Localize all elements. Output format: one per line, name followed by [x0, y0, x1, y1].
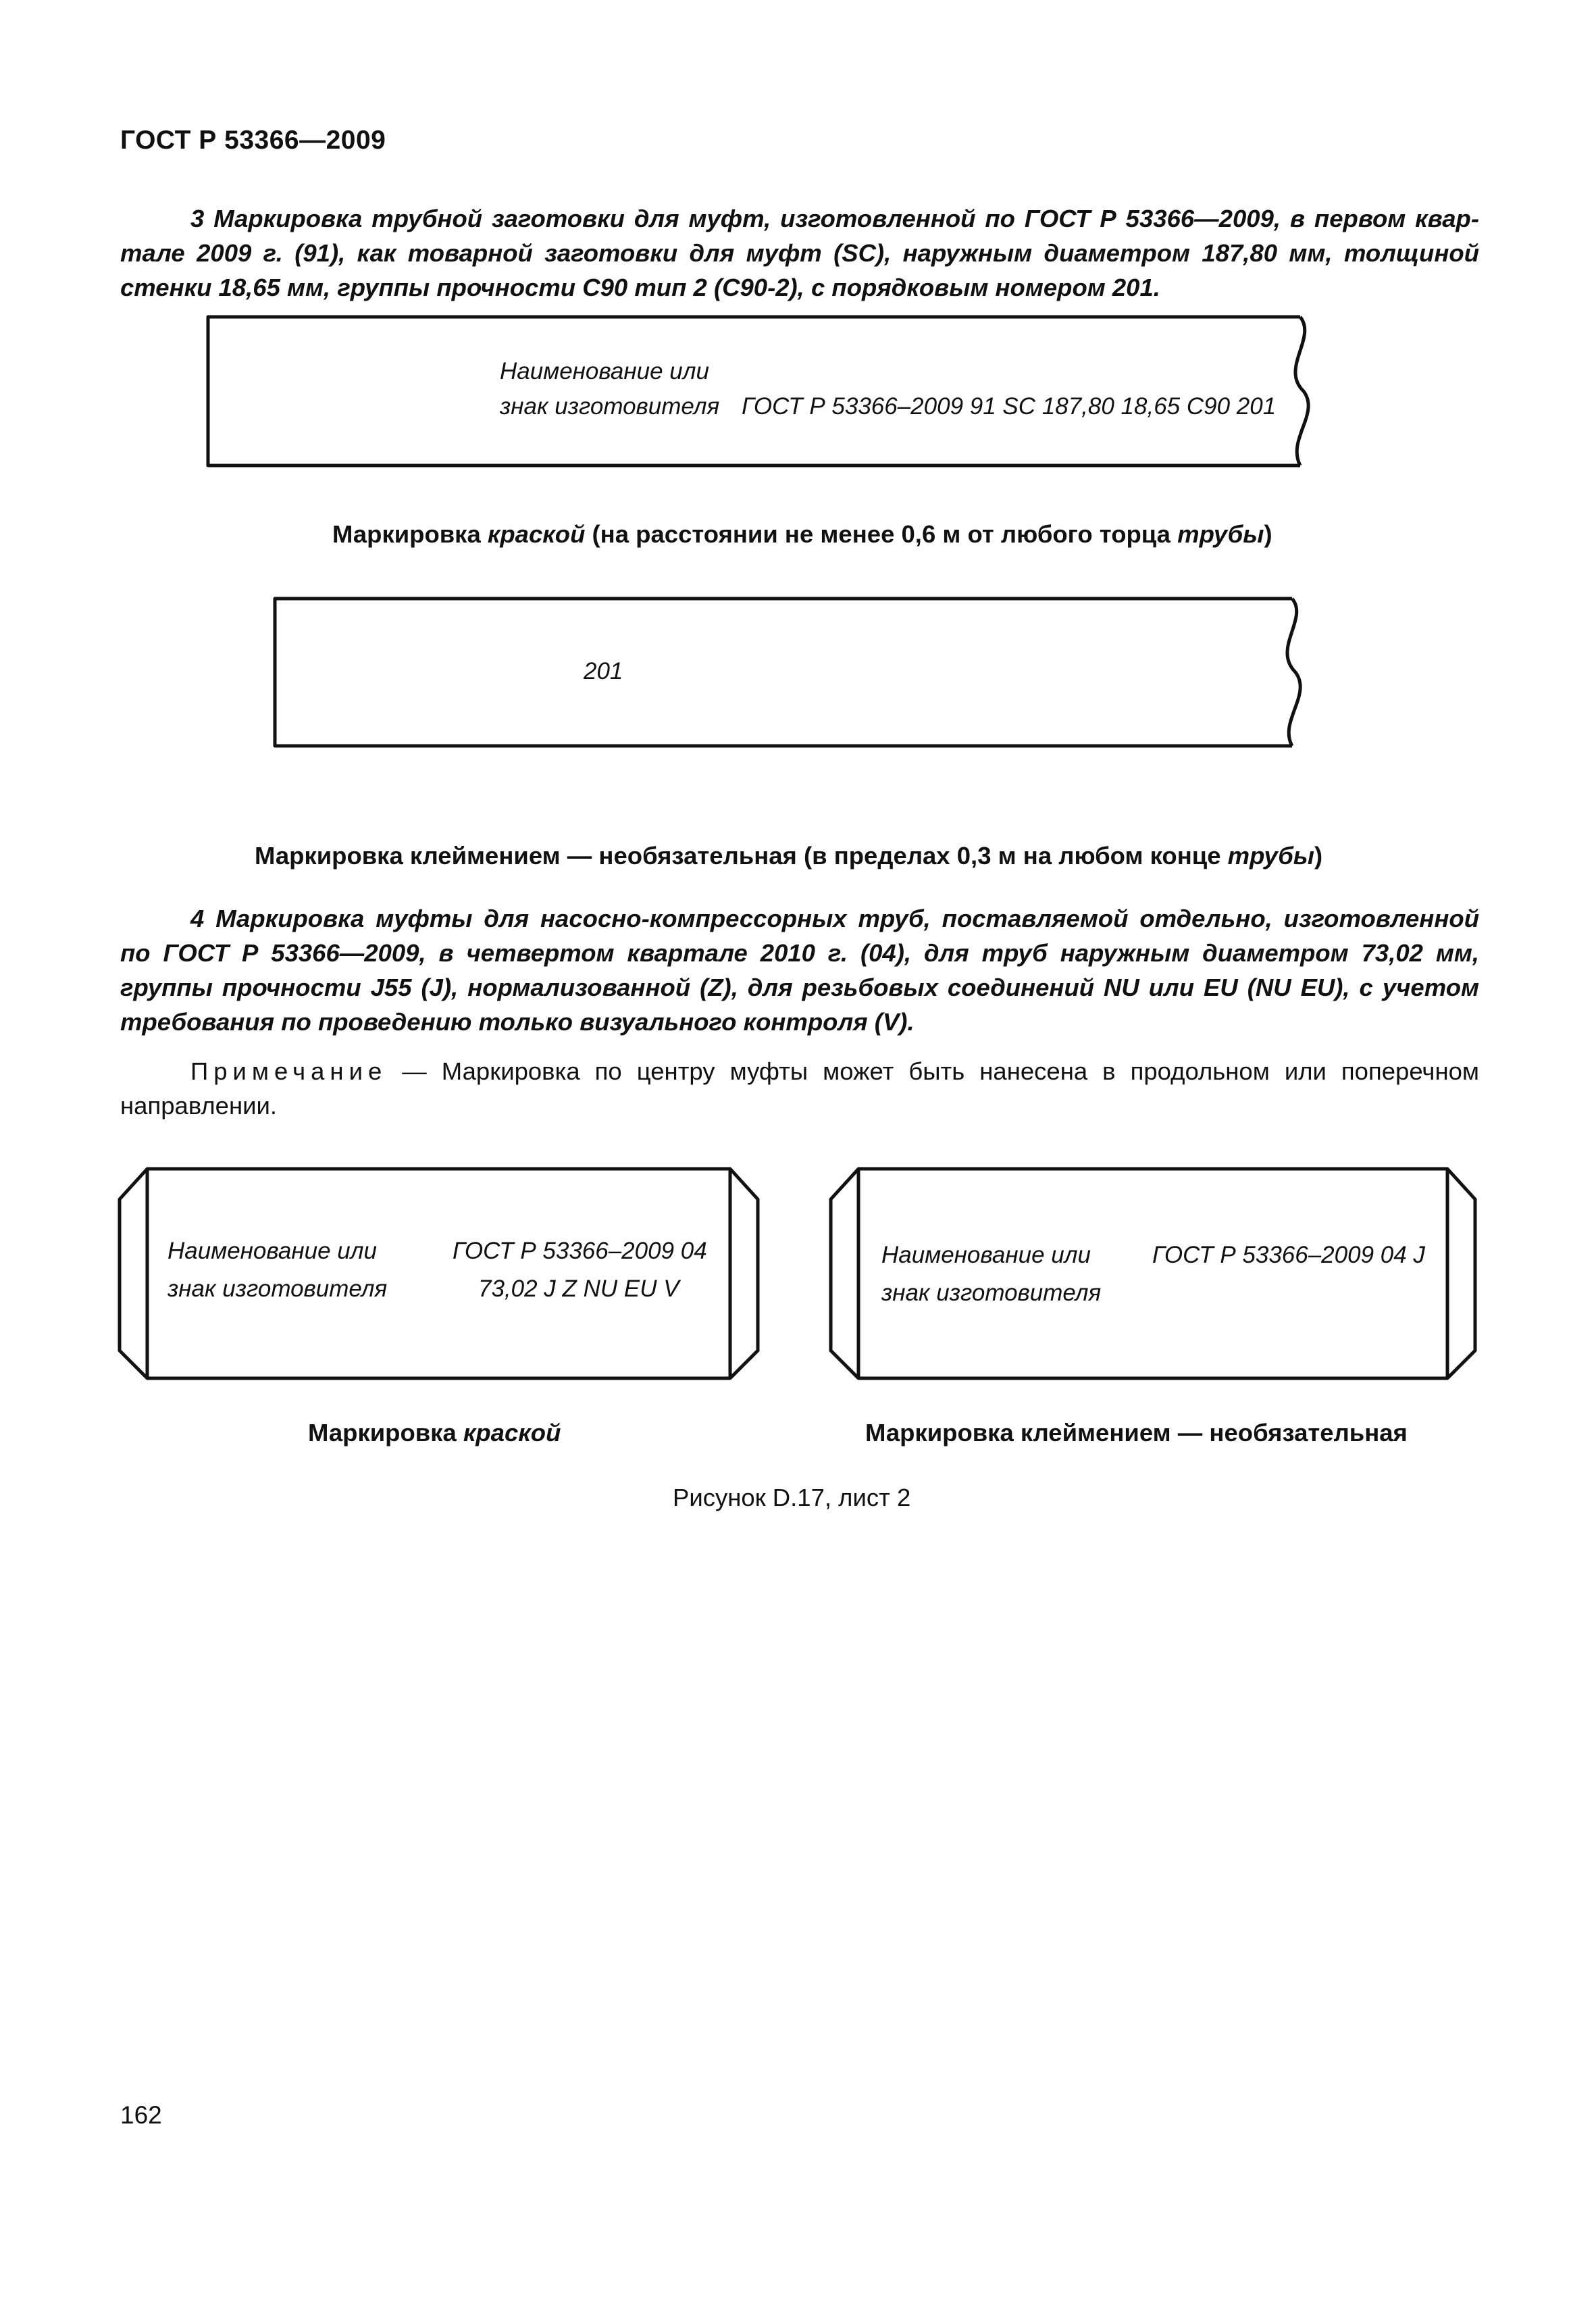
item-3-line-2: тале 2009 г. (91), как товарной заготовки для муфт (SC), наружным диаметром 187,80 мм, толщиной [120, 239, 1479, 267]
coupling-paint-marking-line-1: ГОСТ Р 53366–2009 04 [453, 1238, 707, 1264]
pipe-stamp-outline [275, 599, 1292, 746]
pipe-paint-marking: ГОСТ Р 53366–2009 91 SC 187,80 18,65 C90 201 [742, 393, 1277, 420]
pipe-paint-maker-line-2: знак изготовителя [500, 393, 720, 420]
note-line-2: направлении. [120, 1092, 278, 1120]
coupling-paint-maker-line-2: знак изготовителя [168, 1276, 388, 1302]
pipe-paint-break-edge [1295, 317, 1308, 466]
note-label: Примечание [190, 1057, 388, 1085]
item-4-line-2: по ГОСТ Р 53366—2009, в четвертом квартале 2010 г. (04), для труб наружным диаметром 73,02 мм, [120, 939, 1479, 967]
item-3-line-1: 3 Маркировка трубной заготовки для муфт, изготовленной по ГОСТ Р 53366—2009, в первом квар- [190, 205, 1479, 232]
figure-caption: Рисунок D.17, лист 2 [673, 1484, 911, 1511]
item-4-line-3: группы прочности J55 (J), нормализованной (Z), для резьбовых соединений NU или EU (NU EU), с учетом [120, 974, 1479, 1001]
item-4-paragraph [120, 901, 1479, 1039]
coupling-paint-marking-line-2: 73,02 J Z NU EU V [478, 1276, 679, 1302]
pipe-stamp-break-edge [1287, 599, 1300, 746]
coupling-paint-outline [120, 1169, 758, 1378]
pipe-paint-maker-line-1: Наименование или [500, 358, 709, 384]
coupling-stamp-maker-line-2: знак изготовителя [881, 1280, 1102, 1306]
document-code-header: ГОСТ Р 53366—2009 [120, 126, 386, 155]
caption-coupling-paint: Маркировка краской [308, 1419, 561, 1447]
item-4-line-4: требования по проведению только визуального контроля (V). [120, 1008, 915, 1036]
caption-coupling-stamp: Маркировка клеймением — необязательная [865, 1419, 1408, 1447]
page-number: 162 [120, 2101, 162, 2129]
coupling-stamp-maker-line-1: Наименование или [881, 1242, 1091, 1268]
note-paragraph [120, 1054, 1479, 1123]
coupling-stamp-outline [831, 1169, 1475, 1378]
caption-stamp-marking: Маркировка клеймением — необязательная (в пределах 0,3 м на любом конце трубы) [255, 842, 1323, 870]
caption-paint-marking: Маркировка краской (на расстоянии не менее 0,6 м от любого торца трубы) [332, 520, 1272, 548]
coupling-stamp-marking: ГОСТ Р 53366–2009 04 J [1152, 1242, 1425, 1268]
coupling-paint-maker-line-1: Наименование или [168, 1238, 377, 1264]
note-line-1: Примечание — Маркировка по центру муфты может быть нанесена в продольном или поперечном [190, 1057, 1479, 1085]
item-4-line-1: 4 Маркировка муфты для насосно-компрессорных труб, поставляемой отдельно, изготовленной [190, 905, 1479, 932]
item-3-line-3: стенки 18,65 мм, группы прочности C90 тип 2 (C90-2), с порядковым номером 201. [120, 274, 1160, 301]
pipe-paint-outline [208, 317, 1300, 466]
pipe-stamp-marking: 201 [584, 658, 623, 684]
